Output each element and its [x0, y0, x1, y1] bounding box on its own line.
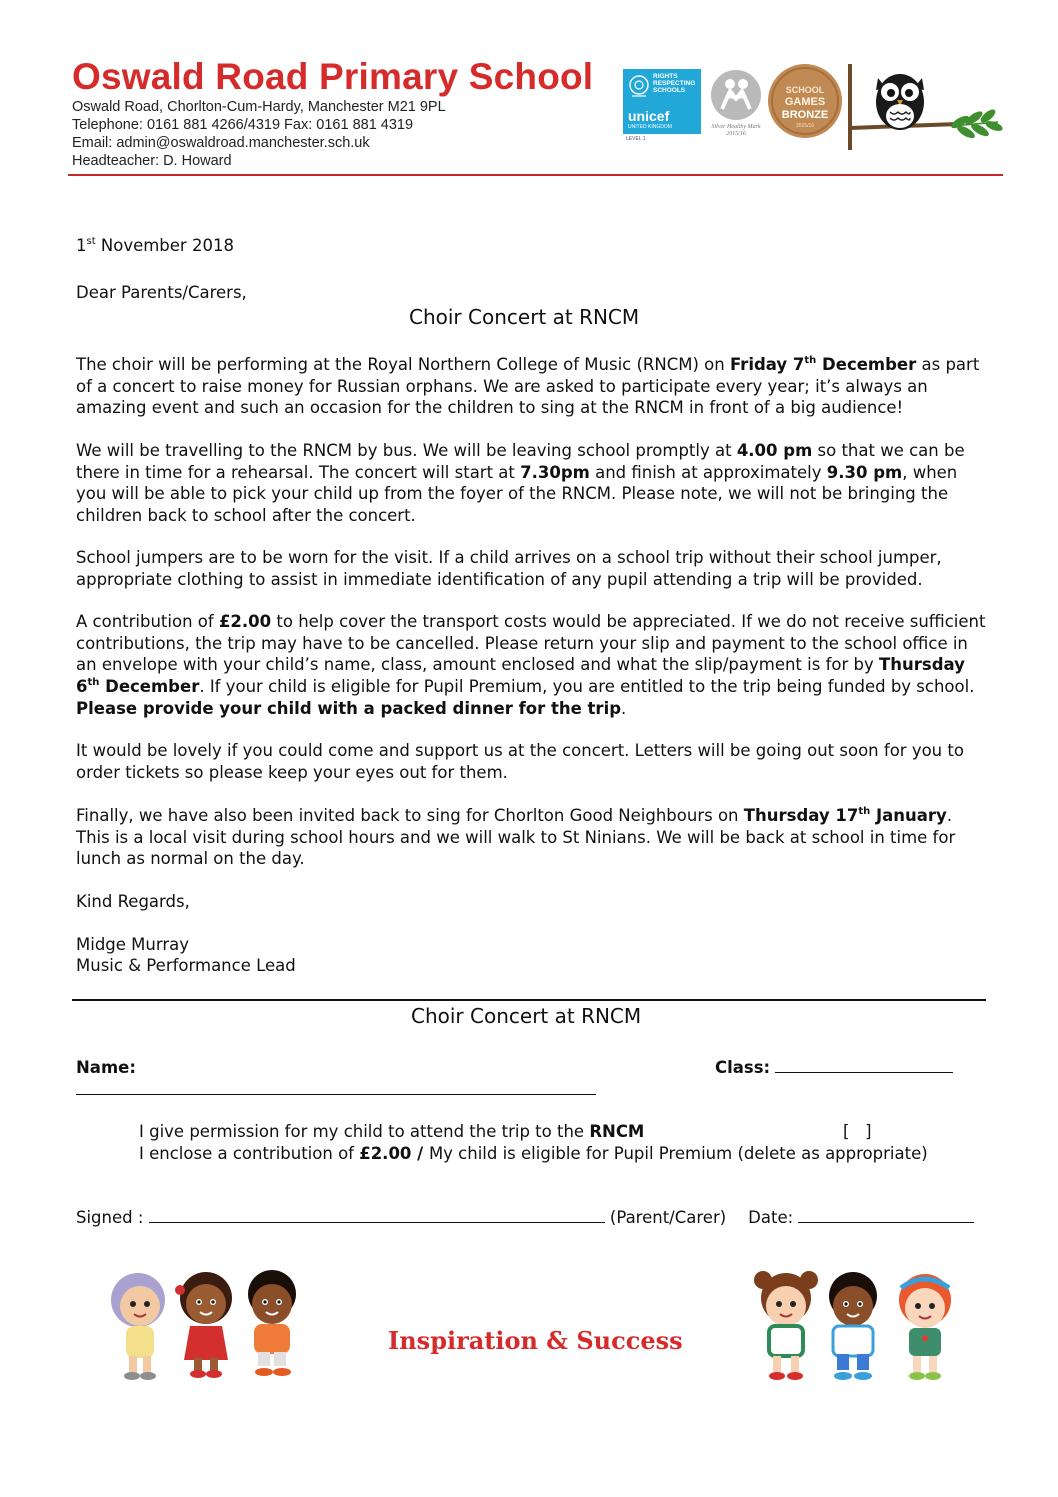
name-field[interactable] — [76, 1057, 656, 1100]
owl-logo — [848, 62, 1004, 158]
sport-award-icon — [708, 69, 764, 125]
permission-line: I give permission for my child to attend the trip to the RNCM — [139, 1122, 645, 1141]
school-games-bronze-logo — [765, 63, 845, 147]
paragraph-6: Finally, we have also been invited back to sing for Chorlton Good Neighbours on Thursday 17th January. This is a local visit during school hours and we will walk to St Ninians. We will be back at school in time for lunch as normal on the day. — [76, 806, 956, 869]
games-top-text: SCHOOL — [785, 85, 825, 95]
healthy-school-award-logo — [708, 69, 764, 129]
contribution-line: I enclose a contribution of £2.00 / My child is eligible for Pupil Premium (delete as appropriate) — [139, 1144, 928, 1163]
signature-blank[interactable] — [149, 1208, 605, 1223]
children-cartoon-icon — [747, 1266, 965, 1388]
date-rest: November 2018 — [95, 236, 234, 255]
paragraph-4: A contribution of £2.00 to help cover the transport costs would be appreciated. If we do not receive sufficient contributions, the trip may have to be cancelled. Please return your slip and payment to the school office in an envelope with your child’s name, class, amount enclosed and what the slip/payment is for by Thursday 6th December. If your child is eligible for Pupil Premium, you are entitled to the trip being funded by school. Please provide your child with a packed dinner for the trip. — [76, 612, 986, 718]
games-mid-text: GAMES — [784, 96, 826, 108]
signed-label: Signed : — [76, 1208, 144, 1227]
slip-title: Choir Concert at RNCM — [411, 1004, 642, 1028]
school-address: Oswald Road, Chorlton-Cum-Hardy, Manchester M21 9PL — [72, 99, 446, 115]
signer-name: Midge Murray — [76, 935, 190, 954]
slip-divider — [72, 999, 986, 1001]
paragraph-1: The choir will be performing at the Royal Northern College of Music (RNCM) on Friday 7th December as part of a concert to raise money for Russian orphans. We are asked to participate every year; it’s always an amazing event and such an occasion for the children to sing at the RNCM in front of a big audience! — [76, 355, 980, 418]
children-cartoon-icon — [96, 1266, 312, 1384]
children-illustration-left — [96, 1266, 312, 1388]
class-field[interactable] — [715, 1057, 965, 1079]
rrs-unicef: unicef — [628, 108, 670, 124]
date-day: 1 — [76, 236, 87, 255]
rrs-title: RIGHTS RESPECTING SCHOOLS — [653, 73, 696, 94]
sport-award-caption: Silver Healthy Mark 2015/16 — [711, 124, 761, 137]
class-label: Class: — [715, 1058, 771, 1077]
name-label: Name: — [76, 1058, 136, 1077]
signature-line — [76, 1207, 986, 1229]
owl-on-branch-icon — [848, 62, 1004, 154]
paragraph-2: We will be travelling to the RNCM by bus. We will be leaving school promptly at 4.00 pm so that we can be there in time for a rehearsal. The concert will start at 7.30pm and finish at approximately 9.30 pm, when you will be able to pick your child up from the foyer of the RNCM. Please note, we will not be bringing the children back to school after the concert. — [76, 441, 965, 526]
headteacher: Headteacher: D. Howard — [72, 153, 232, 169]
parent-carer-label: (Parent/Carer) — [609, 1208, 727, 1227]
school-motto: Inspiration & Success — [388, 1326, 683, 1355]
school-email: Email: admin@oswaldroad.manchester.sch.uk — [72, 135, 370, 151]
closing: Kind Regards, — [76, 892, 190, 911]
name-blank[interactable] — [76, 1080, 596, 1095]
letter-title: Choir Concert at RNCM — [409, 305, 640, 329]
school-name: Oswald Road Primary School — [72, 56, 594, 97]
paragraph-3: School jumpers are to be worn for the visit. If a child arrives on a school trip without their school jumper, appropriate clothing to assist in immediate identification of any pupil attending a trip will be provided. — [76, 548, 942, 589]
salutation: Dear Parents/Carers, — [76, 283, 247, 302]
paragraph-5: It would be lovely if you could come and support us at the concert. Letters will be going out soon for you to order tickets so please keep your eyes out for them. — [76, 741, 964, 782]
children-illustration-right — [747, 1266, 965, 1392]
header-rule — [68, 174, 1003, 176]
games-year-text: 2015/16 — [795, 123, 815, 129]
date-label: Date: — [748, 1208, 794, 1227]
rrs-country: UNITED KINGDOM — [628, 124, 672, 130]
permission-checkbox[interactable]: [ ] — [843, 1122, 872, 1141]
signer-role: Music & Performance Lead — [76, 956, 296, 975]
date-blank[interactable] — [798, 1208, 974, 1223]
rrs-emblem-icon — [628, 74, 650, 100]
games-award-text: BRONZE — [781, 109, 829, 121]
school-games-badge-icon — [765, 63, 845, 143]
class-blank[interactable] — [775, 1058, 953, 1073]
date-suffix: st — [86, 236, 96, 247]
rights-respecting-schools-logo — [623, 69, 701, 134]
rrs-level: LEVEL 1 — [626, 136, 646, 142]
letter-date — [76, 235, 986, 257]
school-telephone: Telephone: 0161 881 4266/4319 Fax: 0161 881 4319 — [72, 117, 414, 133]
